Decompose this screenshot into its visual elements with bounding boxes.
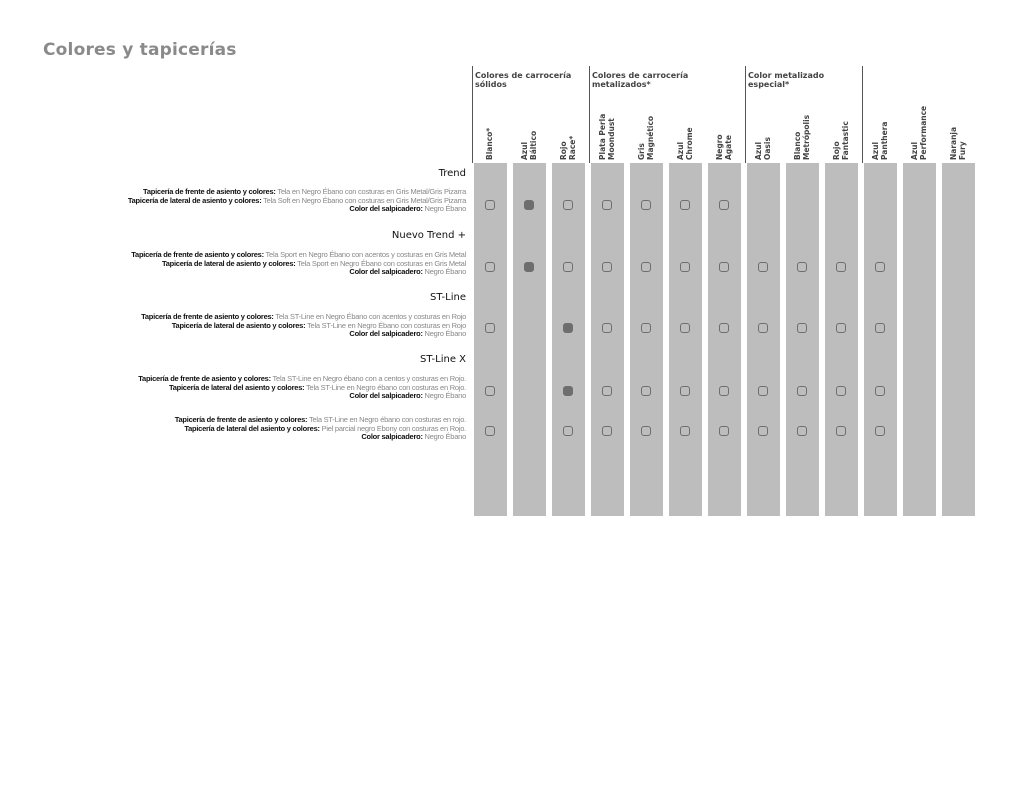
row-description: Tapicería de frente de asiento y colores: Tela Sport en Negro Ébano con acentos y costuras en Gris Metal Tapicería de lateral de asiento y colores: Tela Sport en Negro Ébano con costuras en Gris Metal Color del salpicadero: Negro Ébano	[131, 250, 466, 277]
column-bg	[591, 163, 624, 516]
group-divider	[472, 66, 473, 163]
group-label-special: Color metalizado especial*	[748, 71, 825, 89]
column-bg	[708, 163, 741, 516]
availability-marker	[797, 386, 807, 396]
section-title-trend: Trend	[438, 168, 466, 179]
column-bg	[747, 163, 780, 516]
availability-marker-filled	[524, 200, 534, 210]
section-title-nuevo-trend: Nuevo Trend +	[391, 230, 466, 241]
availability-marker	[836, 426, 846, 436]
column-bg	[669, 163, 702, 516]
availability-marker	[641, 262, 651, 272]
row-description: Tapicería de frente de asiento y colores: Tela ST-Line en Negro ébano con costuras en rojo. Tapicería de lateral del asiento y colores: Piel parcial negro Ebony con costuras en Rojo. Color salpicadero: Negro Ébano	[174, 415, 466, 442]
availability-marker	[563, 200, 573, 210]
availability-marker	[758, 426, 768, 436]
availability-marker	[758, 386, 768, 396]
column-header: Azul Báltico	[520, 130, 538, 160]
availability-marker	[680, 386, 690, 396]
availability-marker	[719, 262, 729, 272]
availability-marker	[836, 386, 846, 396]
column-bg	[864, 163, 897, 516]
column-header: Naranja Fury	[949, 126, 967, 160]
availability-marker	[563, 426, 573, 436]
availability-marker	[485, 200, 495, 210]
column-bg	[513, 163, 546, 516]
availability-marker-filled	[524, 262, 534, 272]
column-bg	[903, 163, 936, 516]
availability-marker	[875, 386, 885, 396]
availability-marker	[680, 262, 690, 272]
column-header: Azul Oasis	[754, 137, 772, 160]
availability-marker	[836, 323, 846, 333]
availability-marker	[797, 323, 807, 333]
row-description: Tapicería de frente de asiento y colores: Tela en Negro Ébano con costuras en Gris Metal/Gris Pizarra Tapicería de lateral de asiento y colores: Tela Soft en Negro Ébano con costuras en Gris Metal/Gris Pizarra Color del salpicadero: Negro Ébano	[127, 187, 466, 214]
availability-marker	[797, 262, 807, 272]
group-label-metallic: Colores de carrocería metalizados*	[592, 71, 689, 89]
section-title-st-line-x: ST-Line X	[419, 354, 466, 365]
availability-marker	[719, 386, 729, 396]
availability-marker	[875, 323, 885, 333]
availability-marker	[563, 262, 573, 272]
group-label-solid: Colores de carrocería sólidos	[475, 71, 572, 89]
availability-marker	[875, 262, 885, 272]
availability-marker	[641, 426, 651, 436]
availability-marker	[758, 262, 768, 272]
availability-marker	[485, 386, 495, 396]
availability-marker	[602, 386, 612, 396]
column-header: Negro Agate	[715, 134, 733, 160]
column-bg	[825, 163, 858, 516]
availability-marker	[836, 262, 846, 272]
group-divider	[862, 66, 863, 163]
group-divider	[589, 66, 590, 163]
column-bg	[630, 163, 663, 516]
availability-marker	[797, 426, 807, 436]
availability-marker	[602, 323, 612, 333]
column-header: Azul Panthera	[871, 121, 889, 160]
column-header: Gris Magnético	[637, 115, 655, 160]
availability-marker	[719, 426, 729, 436]
availability-marker	[680, 200, 690, 210]
availability-marker-filled	[563, 323, 573, 333]
availability-marker	[602, 426, 612, 436]
availability-marker	[758, 323, 768, 333]
availability-marker	[875, 426, 885, 436]
row-description: Tapicería de frente de asiento y colores: Tela ST-Line en Negro Ébano con acentos y costuras en Rojo Tapicería de lateral de asiento y colores: Tela ST-Line en Negro Ébano con costuras en Rojo Color del salpicadero: Negro Ébano	[141, 312, 466, 339]
column-bg	[942, 163, 975, 516]
row-description: Tapicería de frente de asiento y colores: Tela ST-Line en Negro ébano con a centos y costuras en Rojo. Tapicería de lateral del asiento y colores: Tela ST-Line en Negro ébano con costuras en Rojo. Color del salpicadero: Negro Ébano	[138, 374, 466, 401]
column-header: Rojo Fantastic	[832, 121, 850, 160]
availability-marker	[641, 200, 651, 210]
availability-marker	[719, 323, 729, 333]
section-title-st-line: ST-Line	[430, 292, 466, 303]
column-header: Azul Chrome	[676, 127, 694, 160]
column-header: Azul Performance	[910, 105, 928, 160]
column-bg	[552, 163, 585, 516]
column-header: Rojo Race*	[559, 135, 577, 160]
availability-marker	[680, 426, 690, 436]
availability-marker	[719, 200, 729, 210]
column-bg	[786, 163, 819, 516]
availability-marker	[602, 262, 612, 272]
availability-marker-filled	[563, 386, 573, 396]
column-bg	[474, 163, 507, 516]
availability-marker	[680, 323, 690, 333]
availability-marker	[485, 323, 495, 333]
availability-marker	[602, 200, 612, 210]
group-divider	[745, 66, 746, 163]
availability-marker	[641, 386, 651, 396]
availability-marker	[485, 426, 495, 436]
availability-marker	[641, 323, 651, 333]
column-header: Blanco Metrópolis	[793, 114, 811, 160]
page-title: Colores y tapicerías	[43, 40, 237, 60]
column-header: Plata Perla Moondust	[598, 113, 616, 160]
column-header: Blanco*	[485, 127, 494, 160]
availability-marker	[485, 262, 495, 272]
